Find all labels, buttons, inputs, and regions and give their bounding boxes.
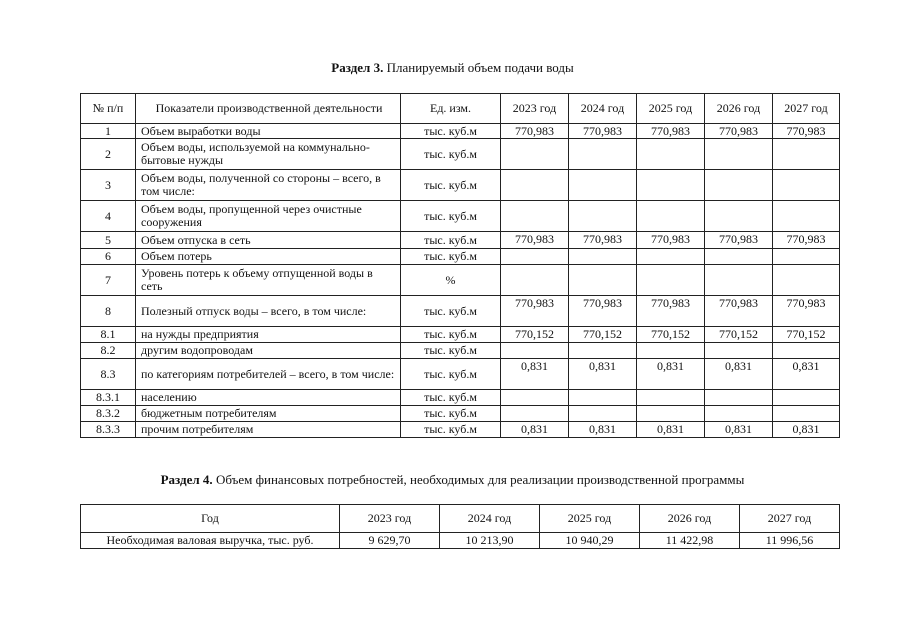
table-row	[81, 170, 840, 201]
value-cell: 0,831	[569, 359, 637, 390]
value-cell	[773, 390, 840, 406]
row-number: 8.2	[81, 343, 136, 359]
value-cell	[501, 201, 569, 232]
row-number: 3	[81, 170, 136, 201]
value-cell: 770,983	[637, 296, 705, 327]
column-header: 2023 год	[501, 94, 569, 124]
value-cell: 770,983	[569, 296, 637, 327]
value-cell	[501, 170, 569, 201]
value-cell	[569, 265, 637, 296]
unit-cell: тыс. куб.м	[401, 359, 501, 390]
value-cell	[705, 406, 773, 422]
column-header: Ед. изм.	[401, 94, 501, 124]
value-cell	[637, 265, 705, 296]
indicator-name: Уровень потерь к объему отпущенной воды в сеть	[136, 265, 401, 296]
value-cell	[637, 170, 705, 201]
value-cell	[569, 249, 637, 265]
value-cell	[705, 265, 773, 296]
row-number: 1	[81, 124, 136, 139]
value-cell: 770,983	[637, 232, 705, 249]
unit-cell: тыс. куб.м	[401, 296, 501, 327]
indicator-name: Объем потерь	[136, 249, 401, 265]
unit-cell: тыс. куб.м	[401, 232, 501, 249]
unit-cell: тыс. куб.м	[401, 343, 501, 359]
value-cell	[569, 390, 637, 406]
table-header-row	[81, 94, 840, 124]
value-cell: 770,983	[773, 124, 840, 139]
value-cell: 770,983	[773, 296, 840, 327]
value-cell	[773, 201, 840, 232]
value-cell: 770,983	[569, 124, 637, 139]
column-header: 2024 год	[440, 505, 540, 533]
column-header: 2024 год	[569, 94, 637, 124]
indicator-name: бюджетным потребителям	[136, 406, 401, 422]
value-cell: 0,831	[705, 359, 773, 390]
column-header: 2023 год	[340, 505, 440, 533]
value-cell: 0,831	[637, 422, 705, 438]
column-header: Год	[81, 505, 340, 533]
column-header: 2026 год	[640, 505, 740, 533]
indicator-name: населению	[136, 390, 401, 406]
value-cell: 770,983	[705, 124, 773, 139]
value-cell: 770,983	[501, 296, 569, 327]
value-cell: 770,152	[705, 327, 773, 343]
value-cell: 0,831	[773, 359, 840, 390]
table-row	[81, 422, 840, 438]
column-header: № п/п	[81, 94, 136, 124]
value-cell: 770,983	[773, 232, 840, 249]
table-row	[81, 124, 840, 139]
value-cell	[773, 343, 840, 359]
value-cell: 0,831	[501, 359, 569, 390]
value-cell: 0,831	[637, 359, 705, 390]
value-cell: 770,983	[705, 296, 773, 327]
indicator-name: Объем выработки воды	[136, 124, 401, 139]
indicator-name: Объем отпуска в сеть	[136, 232, 401, 249]
water-supply-table	[80, 93, 840, 438]
section3-number: Раздел 3.	[331, 60, 384, 75]
value-cell	[569, 406, 637, 422]
value-cell	[501, 406, 569, 422]
unit-cell: тыс. куб.м	[401, 201, 501, 232]
row-number: 8.1	[81, 327, 136, 343]
indicator-name: другим водопроводам	[136, 343, 401, 359]
row-number: 8.3.1	[81, 390, 136, 406]
table-row	[81, 201, 840, 232]
value-cell	[705, 201, 773, 232]
value-cell	[501, 139, 569, 170]
value-cell	[637, 390, 705, 406]
value-cell: 770,152	[773, 327, 840, 343]
value-cell: 770,983	[705, 232, 773, 249]
value-cell: 0,831	[705, 422, 773, 438]
value-cell	[569, 343, 637, 359]
value-cell: 0,831	[569, 422, 637, 438]
value-cell	[773, 139, 840, 170]
value-cell: 0,831	[501, 422, 569, 438]
value-cell	[637, 406, 705, 422]
value-cell: 770,983	[569, 232, 637, 249]
table-row	[81, 343, 840, 359]
value-cell	[773, 406, 840, 422]
value-cell: 11 422,98	[640, 533, 740, 549]
value-cell	[705, 170, 773, 201]
unit-cell: тыс. куб.м	[401, 249, 501, 265]
column-header: 2027 год	[773, 94, 840, 124]
value-cell	[637, 139, 705, 170]
table-header-row	[81, 505, 840, 533]
row-number: 4	[81, 201, 136, 232]
table-row	[81, 533, 840, 549]
row-number: 7	[81, 265, 136, 296]
column-header: 2026 год	[705, 94, 773, 124]
table-row	[81, 359, 840, 390]
financial-needs-table	[80, 504, 840, 549]
section4-number: Раздел 4.	[160, 472, 213, 487]
value-cell: 10 940,29	[540, 533, 640, 549]
value-cell	[637, 343, 705, 359]
indicator-name: Объем воды, пропущенной через очистные сооружения	[136, 201, 401, 232]
value-cell	[501, 390, 569, 406]
unit-cell: %	[401, 265, 501, 296]
row-number: 8.3.2	[81, 406, 136, 422]
value-cell: 770,152	[569, 327, 637, 343]
section4-heading	[0, 472, 905, 488]
table-row	[81, 232, 840, 249]
table-row	[81, 139, 840, 170]
unit-cell: тыс. куб.м	[401, 406, 501, 422]
column-header: 2027 год	[740, 505, 840, 533]
row-number: 8	[81, 296, 136, 327]
row-number: 6	[81, 249, 136, 265]
indicator-name: прочим потребителям	[136, 422, 401, 438]
section3-title: Планируемый объем подачи воды	[386, 60, 574, 75]
value-cell	[705, 139, 773, 170]
column-header: Показатели производственной деятельности	[136, 94, 401, 124]
table-row	[81, 406, 840, 422]
value-cell: 770,152	[637, 327, 705, 343]
value-cell: 11 996,56	[740, 533, 840, 549]
row-number: 5	[81, 232, 136, 249]
value-cell	[637, 201, 705, 232]
section3-heading	[0, 60, 905, 76]
table-row	[81, 249, 840, 265]
table-row	[81, 390, 840, 406]
row-number: 8.3.3	[81, 422, 136, 438]
table-row	[81, 265, 840, 296]
value-cell: 770,983	[501, 124, 569, 139]
value-cell	[705, 390, 773, 406]
value-cell: 0,831	[773, 422, 840, 438]
unit-cell: тыс. куб.м	[401, 124, 501, 139]
indicator-name: по категориям потребителей – всего, в том числе:	[136, 359, 401, 390]
value-cell: 770,983	[637, 124, 705, 139]
unit-cell: тыс. куб.м	[401, 327, 501, 343]
value-cell	[569, 201, 637, 232]
value-cell: 770,152	[501, 327, 569, 343]
unit-cell: тыс. куб.м	[401, 390, 501, 406]
section4-title: Объем финансовых потребностей, необходимых для реализации производственной программы	[215, 472, 745, 487]
row-number: 8.3	[81, 359, 136, 390]
row-number: 2	[81, 139, 136, 170]
indicator-name: на нужды предприятия	[136, 327, 401, 343]
table-row	[81, 327, 840, 343]
unit-cell: тыс. куб.м	[401, 422, 501, 438]
column-header: 2025 год	[637, 94, 705, 124]
value-cell	[569, 139, 637, 170]
value-cell: 770,983	[501, 232, 569, 249]
indicator-name: Объем воды, используемой на коммунально-бытовые нужды	[136, 139, 401, 170]
column-header: 2025 год	[540, 505, 640, 533]
value-cell	[773, 265, 840, 296]
row-label: Необходимая валовая выручка, тыс. руб.	[81, 533, 340, 549]
value-cell	[773, 249, 840, 265]
value-cell	[569, 170, 637, 201]
value-cell	[773, 170, 840, 201]
value-cell	[501, 343, 569, 359]
indicator-name: Объем воды, полученной со стороны – всего, в том числе:	[136, 170, 401, 201]
value-cell	[501, 249, 569, 265]
value-cell	[501, 265, 569, 296]
table-row	[81, 296, 840, 327]
value-cell: 9 629,70	[340, 533, 440, 549]
value-cell	[637, 249, 705, 265]
unit-cell: тыс. куб.м	[401, 139, 501, 170]
indicator-name: Полезный отпуск воды – всего, в том числе:	[136, 296, 401, 327]
value-cell	[705, 343, 773, 359]
unit-cell: тыс. куб.м	[401, 170, 501, 201]
value-cell	[705, 249, 773, 265]
value-cell: 10 213,90	[440, 533, 540, 549]
